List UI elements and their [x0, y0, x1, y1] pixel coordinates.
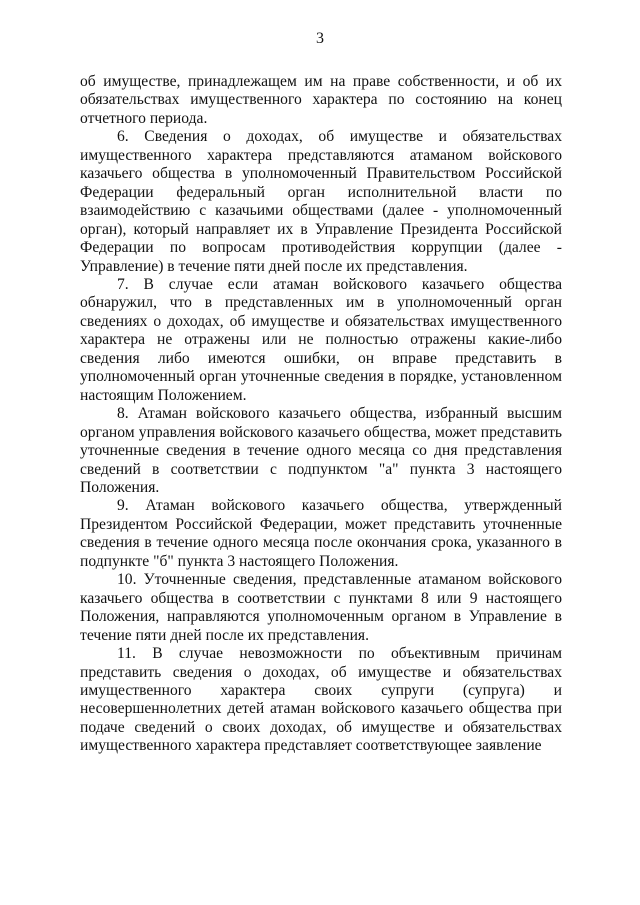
document-body: [80, 73, 562, 756]
paragraph-item-8: 8. Атаман войскового казачьего общества, избранный высшим органом управления войскового казачьего общества, может представить уточненные сведения в течение одного месяца со дня представления сведений в соответствии с подпунктом "а" пункта 3 настоящего Положения.: [80, 405, 562, 496]
page-number: 3: [316, 30, 324, 47]
paragraph-continuation: об имуществе, принадлежащем им на праве собственности, и об их обязательствах имущественного характера по состоянию на конец отчетного периода.: [80, 73, 562, 127]
paragraph-item-10: 10. Уточненные сведения, представленные атаманом войскового казачьего общества в соответствии с пунктами 8 или 9 настоящего Положения, направляются уполномоченным органом в Управление в течение пяти дней после их представления.: [80, 571, 562, 644]
paragraph-item-7: 7. В случае если атаман войскового казачьего общества обнаружил, что в представленных им в уполномоченный орган сведениях о доходах, об имуществе и обязательствах имущественного характера не отражены или не полностью отражены какие-либо сведения либо имеются ошибки, он вправе представить в уполномоченный орган уточненные сведения в порядке, установленном настоящим Положением.: [80, 275, 562, 404]
paragraph-item-9: 9. Атаман войскового казачьего общества, утвержденный Президентом Российской Федерации, может представить уточненные сведения в течение одного месяца после окончания срока, указанного в подпункте "б" пункта 3 настоящего Положения.: [80, 497, 562, 570]
paragraph-item-6: 6. Сведения о доходах, об имуществе и обязательствах имущественного характера представляются атаманом войскового казачьего общества в уполномоченный Правительством Российской Федерации федеральный орган исполнительной власти по взаимодействию с казачьими обществами (далее - уполномоченный орган), который направляет их в Управление Президента Российской Федерации по вопросам противодействия коррупции (далее - Управление) в течение пяти дней после их представления.: [80, 128, 562, 275]
paragraph-item-11: 11. В случае невозможности по объективным причинам представить сведения о доходах, об имуществе и обязательствах имущественного характера своих супруги (супруга) и несовершеннолетних детей атаман войскового казачьего общества при подаче сведений о своих доходах, об имуществе и обязательствах имущественного характера представляет соответствующее заявление: [80, 645, 562, 755]
